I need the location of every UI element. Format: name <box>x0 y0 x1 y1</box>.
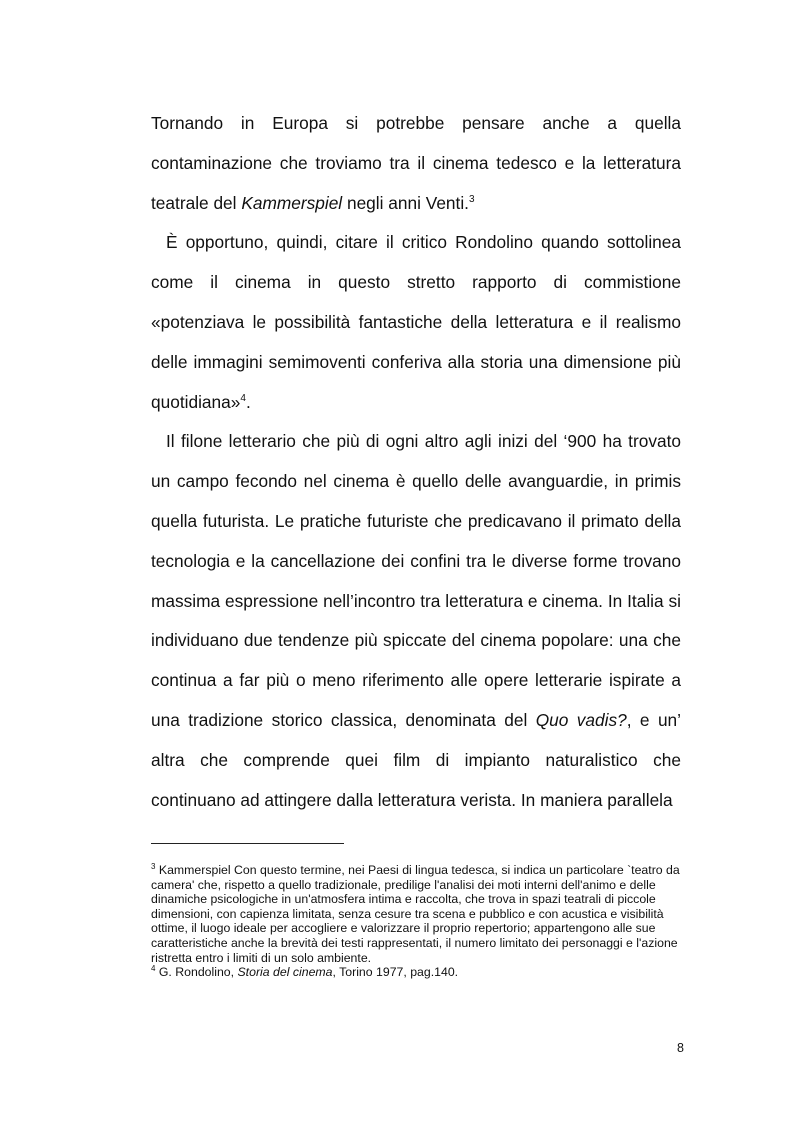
page-number: 8 <box>677 1041 684 1055</box>
italic-title: Quo vadis? <box>535 709 627 730</box>
italic-term: Kammerspiel <box>241 192 343 213</box>
footnote: $^4$ G. Rondolino, Storia del cinema, Torino 1977, pag.140. <box>151 964 459 980</box>
italic-title: Storia del cinema <box>237 965 333 980</box>
footnote: $^3$ Kammerspiel Con questo termine, nei Paesi di lingua tedesca, si indica un particolare `teatro da camera' che, rispetto a quello tradizionale, predilige l'analisi dei moti interni dell'animo e delle dinamiche psicologiche in un'atmosfera intima e raccolta, che trova in spazi teatrali di piccole dimensioni, con capienza limitata, senza cesure tra scena e pubblico e con acustica e visibilità ottime, il luogo ideale per accogliere e valorizzare il proprio repertorio; appartengono alle sue caratteristiche anche la brevità dei testi rappresentati, il numero limitato dei personaggi e l'azione ristretta entro i limiti di un solo ambiente. <box>151 861 680 965</box>
paragraph: È opportuno, quindi, citare il critico Rondolino quando sottolinea come il cinema in questo stretto rapporto di commistione «potenziava le possibilità fantastiche della letteratura e il realismo delle immagini semimoventi conferiva alla storia una dimensione più quotidiana»$^4$. <box>151 232 681 412</box>
footnotes <box>151 863 681 980</box>
main-text <box>151 104 681 820</box>
footnote-number: 3 <box>151 861 156 871</box>
footnote-number: 4 <box>151 964 156 974</box>
paragraph: Il filone letterario che più di ogni altro agli inizi del ‘900 ha trovato un campo fecondo nel cinema è quello delle avanguardie, in primis quella futurista. Le pratiche futuriste che predicavano il primato della tecnologia e la cancellazione dei confini tra le diverse forme trovano massima espressione nell’incontro tra letteratura e cinema. In Italia si individuano due tendenze più spiccate del cinema popolare: una che continua a far più o meno riferimento alle opere letterarie ispirate a una tradizione storico classica, denominata del Quo vadis?, e un’ altra che comprende quei film di impianto naturalistico che continuano ad attingere dalla letteratura verista. In maniera parallela <box>151 431 682 810</box>
footnote-ref: 4 <box>240 392 246 404</box>
footnote-separator <box>151 843 344 844</box>
paragraph: Tornando in Europa si potrebbe pensare anche a quella contaminazione che troviamo tra il cinema tedesco e la letteratura teatrale del Kammerspiel negli anni Venti.$^3$ <box>151 113 681 213</box>
footnote-ref: 3 <box>468 193 475 205</box>
